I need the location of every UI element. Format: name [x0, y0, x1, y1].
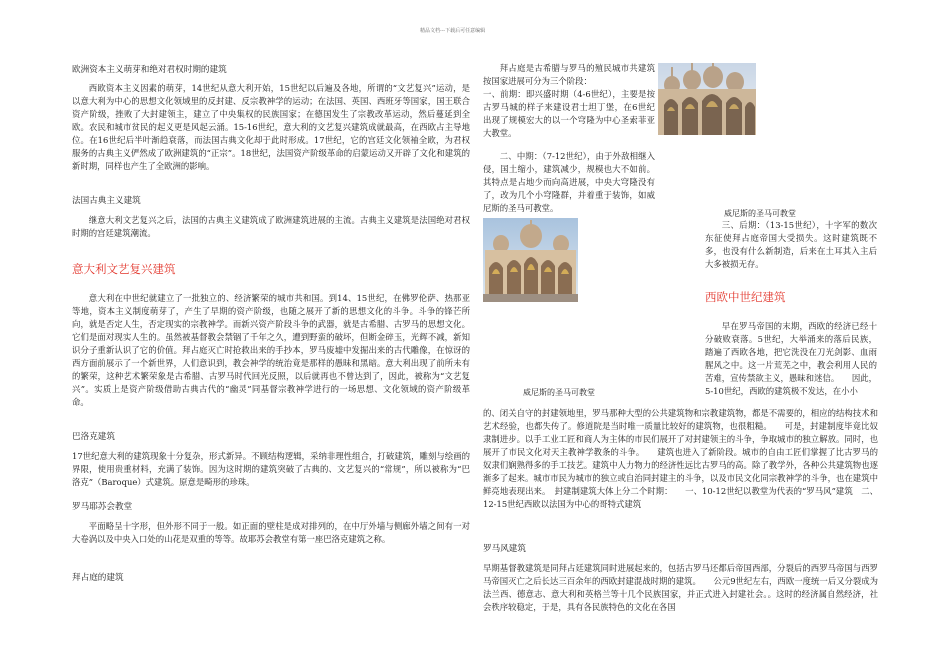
byzantine-stage-2: 二、中期：（7-12世纪），由于外敌相继入侵，国土缩小，建筑减少，规模也大不如前。其特点是占地少而向高进展，中央大穹隆没有了，改为几个小穹隆群，并着重于装饰，如威尼斯的圣马可教堂。 [483, 151, 655, 213]
section-title-romanesque: 罗马风建筑 [483, 544, 526, 554]
section-body-baroque: 17世纪意大利的建筑现象十分复杂，形式新异。不顾结构逻辑，采纳非理性组合，打破建筑，雕刻与绘画的界限，使用贵重材料，充满了装饰。因为这时期的建筑突破了古典的、文艺复兴的“常规”，所以被称为“巴洛克”（Baroque）式建筑。原意是畸形的珍珠。 [72, 451, 470, 487]
photo-caption-2: 威尼斯的圣马可教堂 [523, 388, 595, 397]
section-body-french-classicism: 继意大利文艺复兴之后，法国的古典主义建筑成了欧洲建筑进展的主流。古典主义建筑是法国绝对君权时期的宫廷建筑潮流。 [72, 215, 470, 238]
section-title-capitalism: 欧洲资本主义萌芽和绝对君权时期的建筑 [72, 65, 227, 75]
st-marks-photo-1 [658, 63, 756, 135]
section-body-gesu: 平面略呈十字形，但外形不同于一般。如正面的壁柱是成对排列的，在中厅外墙与侧廊外墙之间有一对大卷涡以及中央入口处的山花是双重的等等。故耶苏会教堂有第一座巴洛克建筑之称。 [72, 521, 470, 544]
page-header: 精品文档---下载后可任意编辑 [420, 28, 486, 34]
section-title-french-classicism: 法国古典主义建筑 [72, 196, 141, 206]
section-body-capitalism: 西欧资本主义因素的萌芽，14世纪从意大利开始，15世纪以后遍及各地，所谓的“文艺复兴”运动，是以意大利为中心的思想文化领域里的反封建、反宗教神学的运动；在法国、英国、西班牙等国家，国王联合资产阶级，挫败了大封建领主，建立了中央集权的民族国家；在德国发生了宗教改革运动，然后蔓延到全欧。农民和城市贫民的起义更是风起云涌。15-16世纪，意大利的文艺复兴建筑成就最高，在西欧占主导地位。在16世纪后半叶渐趋衰落，而法国古典文化却于此时形成。17世纪，它的宫廷文化领袖全欧，为君权服务的古典主义俨然成了欧洲建筑的“正宗”。18世纪，法国资产阶级革命的启蒙运动又开辟了文化和建筑的新时期，同样也产生了全欧洲的影响。 [72, 83, 470, 171]
medieval-body-main: 的、闭关自守的封建领地里，罗马那种大型的公共建筑物和宗教建筑物，都是不需要的，相应的结构技术和艺术经验，也都失传了。修道院是当时唯一质量比较好的建筑物，也很粗糙。 可是，封建制度毕竟比奴隶制进步。以手工业工匠和商人为主体的市民们展开了对封建领主的斗争，争取城市的独立解放。同时，也展开了市民文化对天主教神学教条的斗争。 建筑也进入了新阶段。城市的自由工匠们掌握了比古罗马的奴隶们娴熟得多的手工技艺。建筑中人力物力的经济性远比古罗马的高。除了教学外，各种公共建筑物也逐渐多了起来。城市市民为城市的独立或自治同封建主的斗争，以及市民文化同宗教神学的斗争，也在建筑中鲜亮地表现出来。 封建制建筑大体上分二个时期： 一、10-12世纪以教堂为代表的“罗马风”建筑 二、12-15世纪西欧以法国为中心的哥特式建筑 [483, 408, 878, 509]
section-body-italian-renaissance: 意大利在中世纪就建立了一批独立的、经济繁荣的城市共和国。到14、15世纪，在佛罗伦萨、热那亚等地，资本主义制度萌芽了，产生了早期的资产阶级，也随之展开了新的思想文化的斗争。斗争的锋芒所向，就是否定人生，否定现实的宗教神学。而新兴资产阶段斗争的武器，就是古希腊、古罗马的思想文化。它们是面对现实人生的。虽然被基督教会禁锢了千年之久，遭到野蛮的破坏，但断金碎玉，光辉不减，新知识分子重新认识了它的价值。拜占庭灭亡时抢救出来的手抄本，罗马废墟中发掘出来的古代雕像，在惊讶的西方面前展示了一个新世界，人们意识到，教会神学的统治竟是那样的愚昧和黑暗。意大利出现了前所未有的繁荣，这种艺术繁荣象是古希腊、古罗马时代回光反照，以后就再也不曾达到了，因此，被称为“文艺复兴”。实质上是资产阶级借助古典古代的“幽灵”同基督宗教神学进行的一场思想、文化领域的资产阶级革命。 [72, 293, 470, 407]
section-body-romanesque: 早期基督教建筑是同拜占廷建筑同时进展起来的，包括古罗马还都后帝国西部，分裂后的西罗马帝国与西罗马帝国灭亡之后长达三百余年的西欧封建混战时期的建筑。 公元9世纪左右，西欧一度统一后又分裂成为法兰西、德意志、意大利和英格兰等十几个民族国家，并正式进入封建社会。。这时的经济属自然经济，社会秩序较稳定，于是，具有各民族特色的文化在各国 [483, 563, 878, 612]
section-title-italian-renaissance: 意大利文艺复兴建筑 [72, 262, 176, 276]
section-title-byzantine: 拜占庭的建筑 [72, 573, 124, 583]
section-title-medieval-west-europe: 西欧中世纪建筑 [705, 290, 786, 304]
st-marks-photo-2 [483, 218, 578, 302]
section-title-gesu: 罗马耶苏会教堂 [72, 502, 133, 512]
medieval-body-intro: 早在罗马帝国的末期，西欧的经济已经十分破败衰落。5世纪，大举涌来的落后民族，踏遍了西欧各地，把它洗没在刀光剑影、血雨腥风之中。这一片荒芜之中，教会利用人民的苦难，宣传禁欲主义，愚昧和迷信。 因此，5-10世纪，西欧的建筑极不发达，在小小 [705, 321, 877, 396]
byzantine-intro: 拜占庭是古希腊与罗马的殖民城市共建筑按国家进展可分为三个阶段： [483, 63, 655, 86]
byzantine-stage-1: 一、前期：即兴盛时期（4-6世纪），主要是按古罗马城的样子来建设君士坦丁堡，在6世纪出现了规模宏大的以一个穹隆为中心圣索菲亚大教堂。 [483, 89, 655, 138]
byzantine-stage-3: 三、后期：（13-15世纪），十字军的数次东征使拜占庭帝国大受损失。这时建筑既不多，也没有什么新制造，后来在土耳其入主后大多被损无存。 [705, 220, 877, 269]
section-title-baroque: 巴洛克建筑 [72, 432, 115, 442]
photo-caption-1: 威尼斯的圣马可教堂 [724, 209, 796, 218]
